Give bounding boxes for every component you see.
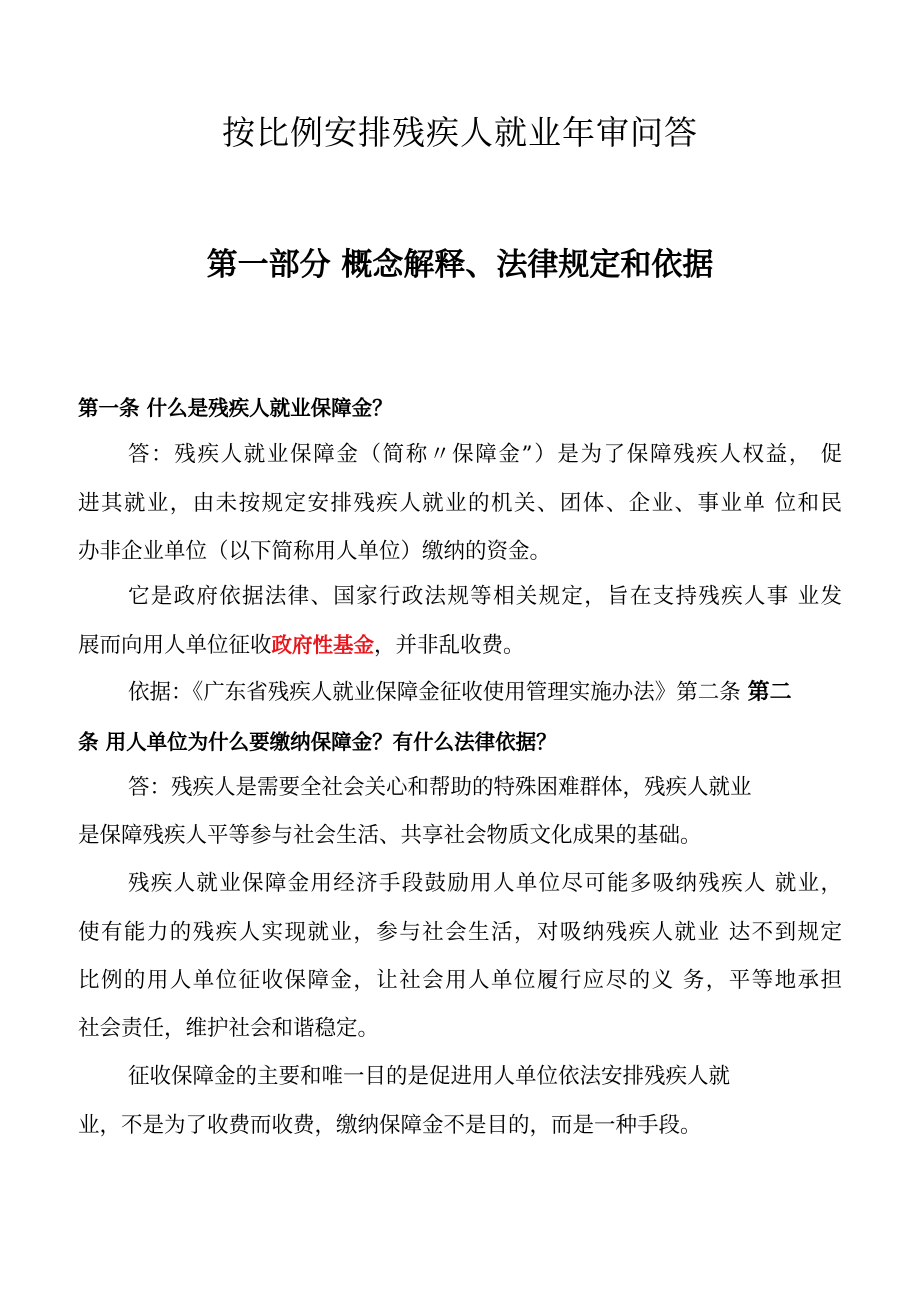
- article-2-paragraph-1-line-1: 答：残疾人是需要全社会关心和帮助的特殊困难群体，残疾人就业: [128, 775, 752, 800]
- article-2-heading: 条 用人单位为什么要缴纳保障金？有什么法律依据？: [78, 730, 557, 754]
- highlighted-term: 政府性基金: [271, 633, 375, 657]
- article-2-paragraph-1-line-2: 是保障残疾人平等参与社会生活、共享社会物质文化成果的基础。: [78, 823, 702, 848]
- basis-text: 依据：《广东省残疾人就业保障金征收使用管理实施办法》第二条: [128, 680, 748, 705]
- paragraph-text: 展而向用人单位征收: [78, 633, 272, 658]
- article-2-paragraph-2-line-1: 残疾人就业保障金用经济手段鼓励用人单位尽可能多吸纳残疾人 就业，: [128, 871, 842, 896]
- article-1-paragraph-1-line-1: 答：残疾人就业保障金（简称〃保障金”）是为了保障残疾人权益， 促: [128, 442, 842, 467]
- article-2-paragraph-3-line-1: 征收保障金的主要和唯一目的是促进用人单位依法安排残疾人就: [128, 1064, 731, 1089]
- article-1-paragraph-2-line-1: 它是政府依据法律、国家行政法规等相关规定，旨在支持残疾人事 业发: [128, 584, 842, 609]
- article-2-paragraph-2-line-3: 比例的用人单位征收保障金，让社会用人单位履行应尽的义 务，平等地承担: [78, 968, 842, 993]
- article-1-paragraph-1-line-2: 进其就业，由未按规定安排残疾人就业的机关、团体、企业、事业单 位和民: [78, 491, 842, 516]
- article-1-basis: [128, 678, 848, 708]
- article-1-heading: 第一条 什么是残疾人就业保障金？: [78, 396, 393, 420]
- paragraph-text: ，并非乱收费。: [374, 633, 525, 658]
- article-2-heading-start: 第二: [747, 680, 792, 705]
- article-1-paragraph-2-line-2: [78, 630, 842, 661]
- part-title: 第一部分 概念解释、法律规定和依据: [206, 247, 714, 283]
- article-1-paragraph-1-line-3: 办非企业单位（以下简称用人单位）缴纳的资金。: [78, 539, 552, 564]
- document-title: 按比例安排残疾人就业年审问答: [222, 113, 698, 152]
- article-2-paragraph-2-line-2: 使有能力的残疾人实现就业，参与社会生活，对吸纳残疾人就业 达不到规定: [78, 920, 842, 945]
- article-2-paragraph-2-line-4: 社会责任，维护社会和谐稳定。: [78, 1016, 380, 1041]
- article-2-paragraph-3-line-2: 业，不是为了收费而收费，缴纳保障金不是目的，而是一种手段。: [78, 1113, 702, 1138]
